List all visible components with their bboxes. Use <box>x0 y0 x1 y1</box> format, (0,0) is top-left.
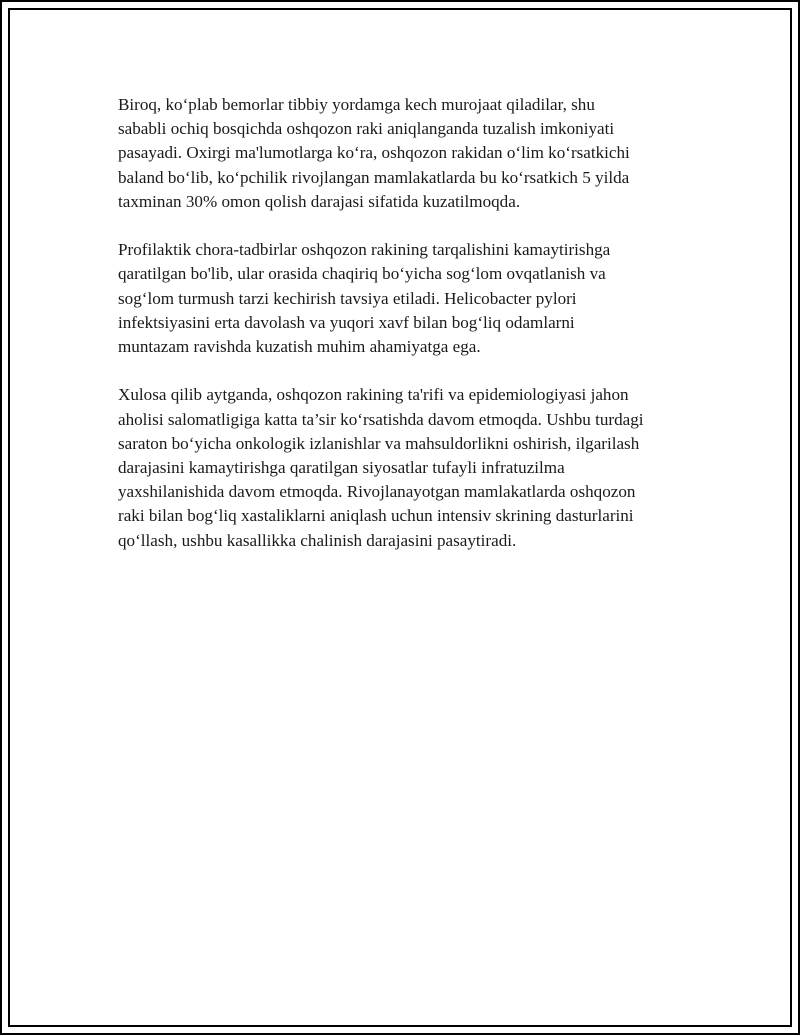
paragraph-conclusion <box>118 383 708 552</box>
text-line: aholisi salomatligiga katta ta’sir ko‘rsatishda davom etmoqda. Ushbu turdagi <box>118 409 644 429</box>
text-line: baland bo‘lib, ko‘pchilik rivojlangan mamlakatlarda bu ko‘rsatkich 5 yilda <box>118 167 630 187</box>
text-line: taxminan 30% omon qolish darajasi sifatida kuzatilmoqda. <box>118 191 521 211</box>
text-line: Biroq, ko‘plab bemorlar tibbiy yordamga kech murojaat qiladilar, shu <box>118 95 595 114</box>
text-line: Profilaktik chora-tadbirlar oshqozon rakining tarqalishini kamaytirishga <box>118 240 611 260</box>
paragraph-survival-statistics <box>118 93 708 214</box>
text-line: sog‘lom turmush tarzi kechirish tavsiya etiladi. Helicobacter pylori <box>118 288 577 308</box>
text-line: sababli ochiq bosqichda oshqozon raki aniqlanganda tuzalish imkoniyati <box>118 119 615 139</box>
text-line: Xulosa qilib aytganda, oshqozon rakining ta'rifi va epidemiologiyasi jahon <box>118 385 629 405</box>
paragraph-prevention <box>118 238 708 359</box>
text-line: infektsiyasini erta davolash va yuqori xavf bilan bog‘liq odamlarni <box>118 312 575 332</box>
document-body <box>118 93 708 577</box>
text-line: pasayadi. Oxirgi ma'lumotlarga ko‘ra, oshqozon rakidan o‘lim ko‘rsatkichi <box>118 143 630 163</box>
text-line: darajasini kamaytirishga qaratilgan siyosatlar tufayli infratuzilma <box>118 458 565 478</box>
text-line: qo‘llash, ushbu kasallikka chalinish darajasini pasaytiradi. <box>118 530 517 550</box>
text-line: raki bilan bog‘liq xastaliklarni aniqlash uchun intensiv skrining dasturlarini <box>118 506 634 526</box>
text-line: yaxshilanishida davom etmoqda. Rivojlanayotgan mamlakatlarda oshqozon <box>118 482 636 502</box>
text-line: qaratilgan bo'lib, ular orasida chaqiriq bo‘yicha sog‘lom ovqatlanish va <box>118 264 606 284</box>
text-line: muntazam ravishda kuzatish muhim ahamiyatga ega. <box>118 337 481 357</box>
text-line: saraton bo‘yicha onkologik izlanishlar va mahsuldorlikni oshirish, ilgarilash <box>118 433 640 453</box>
